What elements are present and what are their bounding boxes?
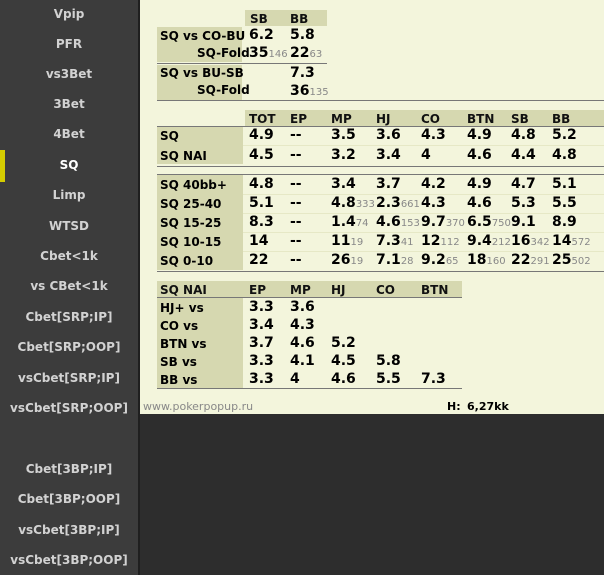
stat-main-value: 4.8	[331, 195, 356, 211]
stat-value	[511, 195, 536, 211]
stat-value	[331, 147, 356, 163]
row-label: SQ 25-40	[160, 197, 222, 211]
stat-value	[376, 176, 401, 192]
stat-main-value: --	[290, 127, 302, 143]
stat-value	[552, 127, 577, 143]
sidebar-item-pfr[interactable]: PFR	[55, 37, 83, 51]
col-header: TOT	[249, 112, 276, 126]
col-header: BTN	[421, 283, 449, 297]
stat-value	[376, 233, 414, 251]
stat-value	[290, 65, 315, 81]
stat-sample-count: 370	[445, 218, 465, 229]
sidebar-item-cbet-srp-oop[interactable]: Cbet[SRP;OOP]	[17, 340, 121, 354]
stat-main-value: 4.6	[467, 147, 492, 163]
stat-value	[331, 233, 363, 251]
stat-main-value: 5.2	[552, 127, 577, 143]
sidebar-item-vs3bet[interactable]: vs3Bet	[45, 67, 93, 81]
divider	[157, 166, 604, 167]
stat-main-value: 4.4	[511, 147, 536, 163]
stat-sample-count: 750	[491, 218, 511, 229]
stat-value	[376, 127, 401, 143]
row-stripe	[243, 145, 604, 146]
stat-value	[290, 27, 315, 43]
sidebar-item-3bet[interactable]: 3Bet	[53, 97, 85, 111]
stat-value	[290, 83, 329, 101]
sidebar-item-cbet-srp-ip[interactable]: Cbet[SRP;IP]	[25, 310, 113, 324]
sidebar-item-cbet-1k[interactable]: Cbet<1k	[40, 249, 98, 263]
stat-value	[249, 299, 274, 315]
stat-main-value: 1.4	[331, 214, 356, 230]
stat-main-value: 6.2	[249, 27, 274, 43]
row-label: SQ-Fold	[197, 83, 250, 97]
col-header: BB	[552, 112, 571, 126]
stat-value	[331, 195, 375, 213]
site-url: www.pokerpopup.ru	[143, 400, 254, 413]
stat-main-value: 4.9	[467, 176, 492, 192]
hands-label: H:	[447, 400, 461, 413]
stat-sample-count: 333	[355, 199, 375, 210]
stat-value	[249, 317, 274, 333]
col-header: EP	[249, 283, 266, 297]
stat-value	[467, 252, 506, 270]
row-label: SB vs	[160, 355, 197, 369]
stat-value	[290, 353, 315, 369]
stat-sample-count: 572	[571, 237, 591, 248]
stat-main-value: 4.3	[421, 195, 446, 211]
stat-value	[290, 195, 302, 211]
stat-main-value: 4.7	[511, 176, 536, 192]
stat-main-value: 14	[552, 233, 572, 249]
stats-panel	[140, 0, 604, 414]
stat-value	[376, 353, 401, 369]
stat-main-value: 26	[331, 252, 351, 268]
stat-value	[290, 176, 302, 192]
sidebar-item-limp[interactable]: Limp	[52, 188, 86, 202]
stat-value	[249, 127, 274, 143]
stat-main-value: 4.2	[421, 176, 446, 192]
stat-sample-count: 291	[530, 256, 550, 267]
row-label: SQ 15-25	[160, 216, 222, 230]
stat-main-value: 3.6	[376, 127, 401, 143]
col-header: EP	[290, 112, 307, 126]
stat-main-value: 5.5	[552, 195, 577, 211]
stat-value	[552, 176, 577, 192]
stat-main-value: 9.4	[467, 233, 492, 249]
sidebar-item-vscbet-3bp-ip[interactable]: vsCbet[3BP;IP]	[18, 523, 120, 537]
stat-main-value: 5.2	[331, 335, 356, 351]
stat-main-value: 3.2	[331, 147, 356, 163]
stat-main-value: 4	[290, 371, 300, 387]
stat-value	[511, 252, 550, 270]
stat-main-value: 22	[511, 252, 531, 268]
stat-main-value: 22	[290, 45, 310, 61]
stat-value	[421, 214, 465, 232]
stat-value	[376, 195, 420, 213]
stat-main-value: 11	[331, 233, 351, 249]
stat-value	[331, 176, 356, 192]
stat-main-value: --	[290, 252, 302, 268]
stat-main-value: 3.3	[249, 353, 274, 369]
stat-value	[249, 176, 274, 192]
stat-value	[467, 176, 492, 192]
stat-main-value: 7.3	[376, 233, 401, 249]
stat-value	[421, 252, 459, 270]
stat-value	[511, 127, 536, 143]
stat-sample-count: 19	[350, 256, 364, 267]
stat-main-value: 4.3	[421, 127, 446, 143]
stat-value	[376, 147, 401, 163]
sidebar	[0, 0, 138, 575]
stat-main-value: 4.1	[290, 353, 315, 369]
stat-main-value: 12	[421, 233, 441, 249]
row-label: CO vs	[160, 319, 199, 333]
stat-value	[467, 127, 492, 143]
col-header: SB	[511, 112, 529, 126]
stat-main-value: 36	[290, 83, 310, 99]
stat-value	[249, 233, 268, 249]
stat-value	[249, 147, 274, 163]
row-label: SQ NAI	[160, 149, 207, 163]
stat-sample-count: 63	[309, 49, 323, 60]
stat-main-value: 5.1	[249, 195, 274, 211]
stat-sample-count: 661	[400, 199, 420, 210]
row-label: BTN vs	[160, 337, 207, 351]
stat-value	[331, 335, 356, 351]
hands-value: 6,27kk	[467, 400, 509, 413]
stat-main-value: 14	[249, 233, 269, 249]
stat-value	[421, 195, 446, 211]
stat-value	[511, 147, 536, 163]
col-header: BTN	[467, 112, 495, 126]
stat-value	[290, 252, 302, 268]
stat-main-value: 5.8	[376, 353, 401, 369]
stat-value	[290, 147, 302, 163]
stat-value	[290, 45, 322, 63]
stat-main-value: --	[290, 214, 302, 230]
stat-main-value: 4.8	[552, 147, 577, 163]
stat-main-value: 7.3	[421, 371, 446, 387]
stat-main-value: 7.3	[290, 65, 315, 81]
stat-sample-count: 146	[268, 49, 288, 60]
stat-sample-count: 41	[400, 237, 414, 248]
stat-main-value: 3.3	[249, 299, 274, 315]
stat-main-value: 4.8	[249, 176, 274, 192]
stat-value	[552, 252, 591, 270]
stat-value	[290, 371, 300, 387]
stat-main-value: 3.4	[331, 176, 356, 192]
row-label: SQ 40bb+	[160, 178, 227, 192]
stat-main-value: 5.8	[290, 27, 315, 43]
row-label: SQ-Fold	[197, 46, 250, 60]
stat-value	[511, 233, 550, 251]
stat-main-value: 4.9	[467, 127, 492, 143]
sidebar-item-vscbet-3bp-oop[interactable]: vsCbet[3BP;OOP]	[10, 553, 128, 567]
stat-main-value: 6.5	[467, 214, 492, 230]
divider	[157, 63, 327, 64]
stat-value	[290, 127, 302, 143]
stat-main-value: --	[290, 176, 302, 192]
stat-main-value: 3.5	[331, 127, 356, 143]
stat-value	[467, 147, 492, 163]
stat-value	[249, 252, 268, 268]
stat-main-value: 4.5	[331, 353, 356, 369]
stat-value	[331, 353, 356, 369]
stat-main-value: 4.6	[331, 371, 356, 387]
divider	[157, 271, 604, 272]
stat-main-value: 4.6	[376, 214, 401, 230]
stat-sample-count: 212	[491, 237, 511, 248]
divider	[157, 100, 604, 101]
sidebar-item-vscbet-srp-oop[interactable]: vsCbet[SRP;OOP]	[10, 401, 128, 415]
stat-value	[290, 335, 315, 351]
stat-main-value: 3.3	[249, 371, 274, 387]
col-header: HJ	[331, 283, 346, 297]
stat-value	[376, 252, 414, 270]
stat-value	[290, 233, 302, 249]
stat-main-value: 4.9	[249, 127, 274, 143]
row-label: SQ vs CO-BU	[160, 29, 246, 43]
stat-main-value: 5.1	[552, 176, 577, 192]
stat-value	[249, 353, 274, 369]
stat-value	[249, 195, 274, 211]
empty-area	[140, 414, 604, 575]
stat-sample-count: 28	[400, 256, 414, 267]
stat-sample-count: 65	[445, 256, 459, 267]
stat-value	[552, 233, 591, 251]
row-label: SQ vs BU-SB	[160, 66, 244, 80]
divider	[157, 174, 604, 175]
stat-main-value: 4	[421, 147, 431, 163]
stat-main-value: 3.7	[249, 335, 274, 351]
stat-main-value: 4.8	[511, 127, 536, 143]
stat-value	[249, 371, 274, 387]
row-label: BB vs	[160, 373, 198, 387]
stat-main-value: 16	[511, 233, 531, 249]
stat-main-value: 9.7	[421, 214, 446, 230]
stat-main-value: 4.6	[467, 195, 492, 211]
stat-sample-count: 19	[350, 237, 364, 248]
stat-value	[421, 176, 446, 192]
stat-value	[552, 214, 577, 230]
stat-value	[331, 214, 369, 232]
stat-value	[290, 214, 302, 230]
stat-value	[290, 317, 315, 333]
col-header: MP	[290, 283, 311, 297]
stat-sample-count: 74	[355, 218, 369, 229]
stat-main-value: 2.3	[376, 195, 401, 211]
stat-main-value: 35	[249, 45, 269, 61]
stat-main-value: 9.1	[511, 214, 536, 230]
stat-main-value: 22	[249, 252, 269, 268]
stat-value	[421, 147, 431, 163]
stat-value	[249, 45, 288, 63]
stat-sample-count: 160	[486, 256, 506, 267]
stat-value	[290, 299, 315, 315]
stat-value	[249, 27, 274, 43]
col-header: SB	[250, 12, 268, 26]
stat-value	[331, 252, 363, 270]
stat-main-value: 8.3	[249, 214, 274, 230]
stat-value	[421, 233, 460, 251]
stat-value	[249, 335, 274, 351]
sidebar-item-vpip[interactable]: Vpip	[53, 7, 85, 21]
stat-value	[552, 147, 577, 163]
sidebar-item-sq[interactable]: SQ	[59, 158, 79, 172]
row-label: SQ 0-10	[160, 254, 214, 268]
stat-main-value: 5.3	[511, 195, 536, 211]
stat-value	[511, 176, 536, 192]
stat-main-value: 3.6	[290, 299, 315, 315]
sidebar-item-4bet[interactable]: 4Bet	[53, 127, 85, 141]
stat-value	[376, 371, 401, 387]
sidebar-item-wtsd[interactable]: WTSD	[48, 219, 90, 233]
stat-value	[331, 371, 356, 387]
row-label: SQ 10-15	[160, 235, 222, 249]
stat-value	[249, 214, 274, 230]
stat-sample-count: 502	[571, 256, 591, 267]
stat-main-value: 3.4	[376, 147, 401, 163]
stat-value	[511, 214, 536, 230]
active-item-marker	[0, 150, 5, 182]
stat-value	[421, 371, 446, 387]
divider	[157, 388, 462, 389]
col-header: BB	[290, 12, 309, 26]
stat-main-value: --	[290, 147, 302, 163]
col-header: CO	[376, 283, 396, 297]
stat-value	[331, 127, 356, 143]
stat-main-value: 7.1	[376, 252, 401, 268]
stat-main-value: 25	[552, 252, 572, 268]
sidebar-item-cbet-3bp-ip[interactable]: Cbet[3BP;IP]	[25, 462, 113, 476]
sidebar-item-vs-cbet-1k[interactable]: vs CBet<1k	[30, 279, 108, 293]
stat-main-value: --	[290, 233, 302, 249]
stat-main-value: 3.4	[249, 317, 274, 333]
corner-header: SQ NAI	[160, 283, 207, 297]
sidebar-item-vscbet-srp-ip[interactable]: vsCbet[SRP;IP]	[18, 371, 120, 385]
col-header: CO	[421, 112, 441, 126]
stat-sample-count: 135	[309, 87, 329, 98]
stat-value	[467, 233, 511, 251]
stat-value	[421, 127, 446, 143]
stat-main-value: --	[290, 195, 302, 211]
stat-value	[376, 214, 420, 232]
col-header: HJ	[376, 112, 391, 126]
stat-main-value: 3.7	[376, 176, 401, 192]
stat-main-value: 8.9	[552, 214, 577, 230]
row-label: HJ+ vs	[160, 301, 204, 315]
stat-main-value: 5.5	[376, 371, 401, 387]
sidebar-item-cbet-3bp-oop[interactable]: Cbet[3BP;OOP]	[17, 492, 121, 506]
stat-sample-count: 112	[440, 237, 460, 248]
stat-value	[467, 195, 492, 211]
row-label: SQ	[160, 129, 179, 143]
stat-main-value: 4.5	[249, 147, 274, 163]
stat-main-value: 18	[467, 252, 487, 268]
stat-value	[467, 214, 511, 232]
stat-sample-count: 342	[530, 237, 550, 248]
stat-sample-count: 153	[400, 218, 420, 229]
stat-main-value: 9.2	[421, 252, 446, 268]
col-header: MP	[331, 112, 352, 126]
stat-value	[552, 195, 577, 211]
stat-main-value: 4.6	[290, 335, 315, 351]
stat-main-value: 4.3	[290, 317, 315, 333]
